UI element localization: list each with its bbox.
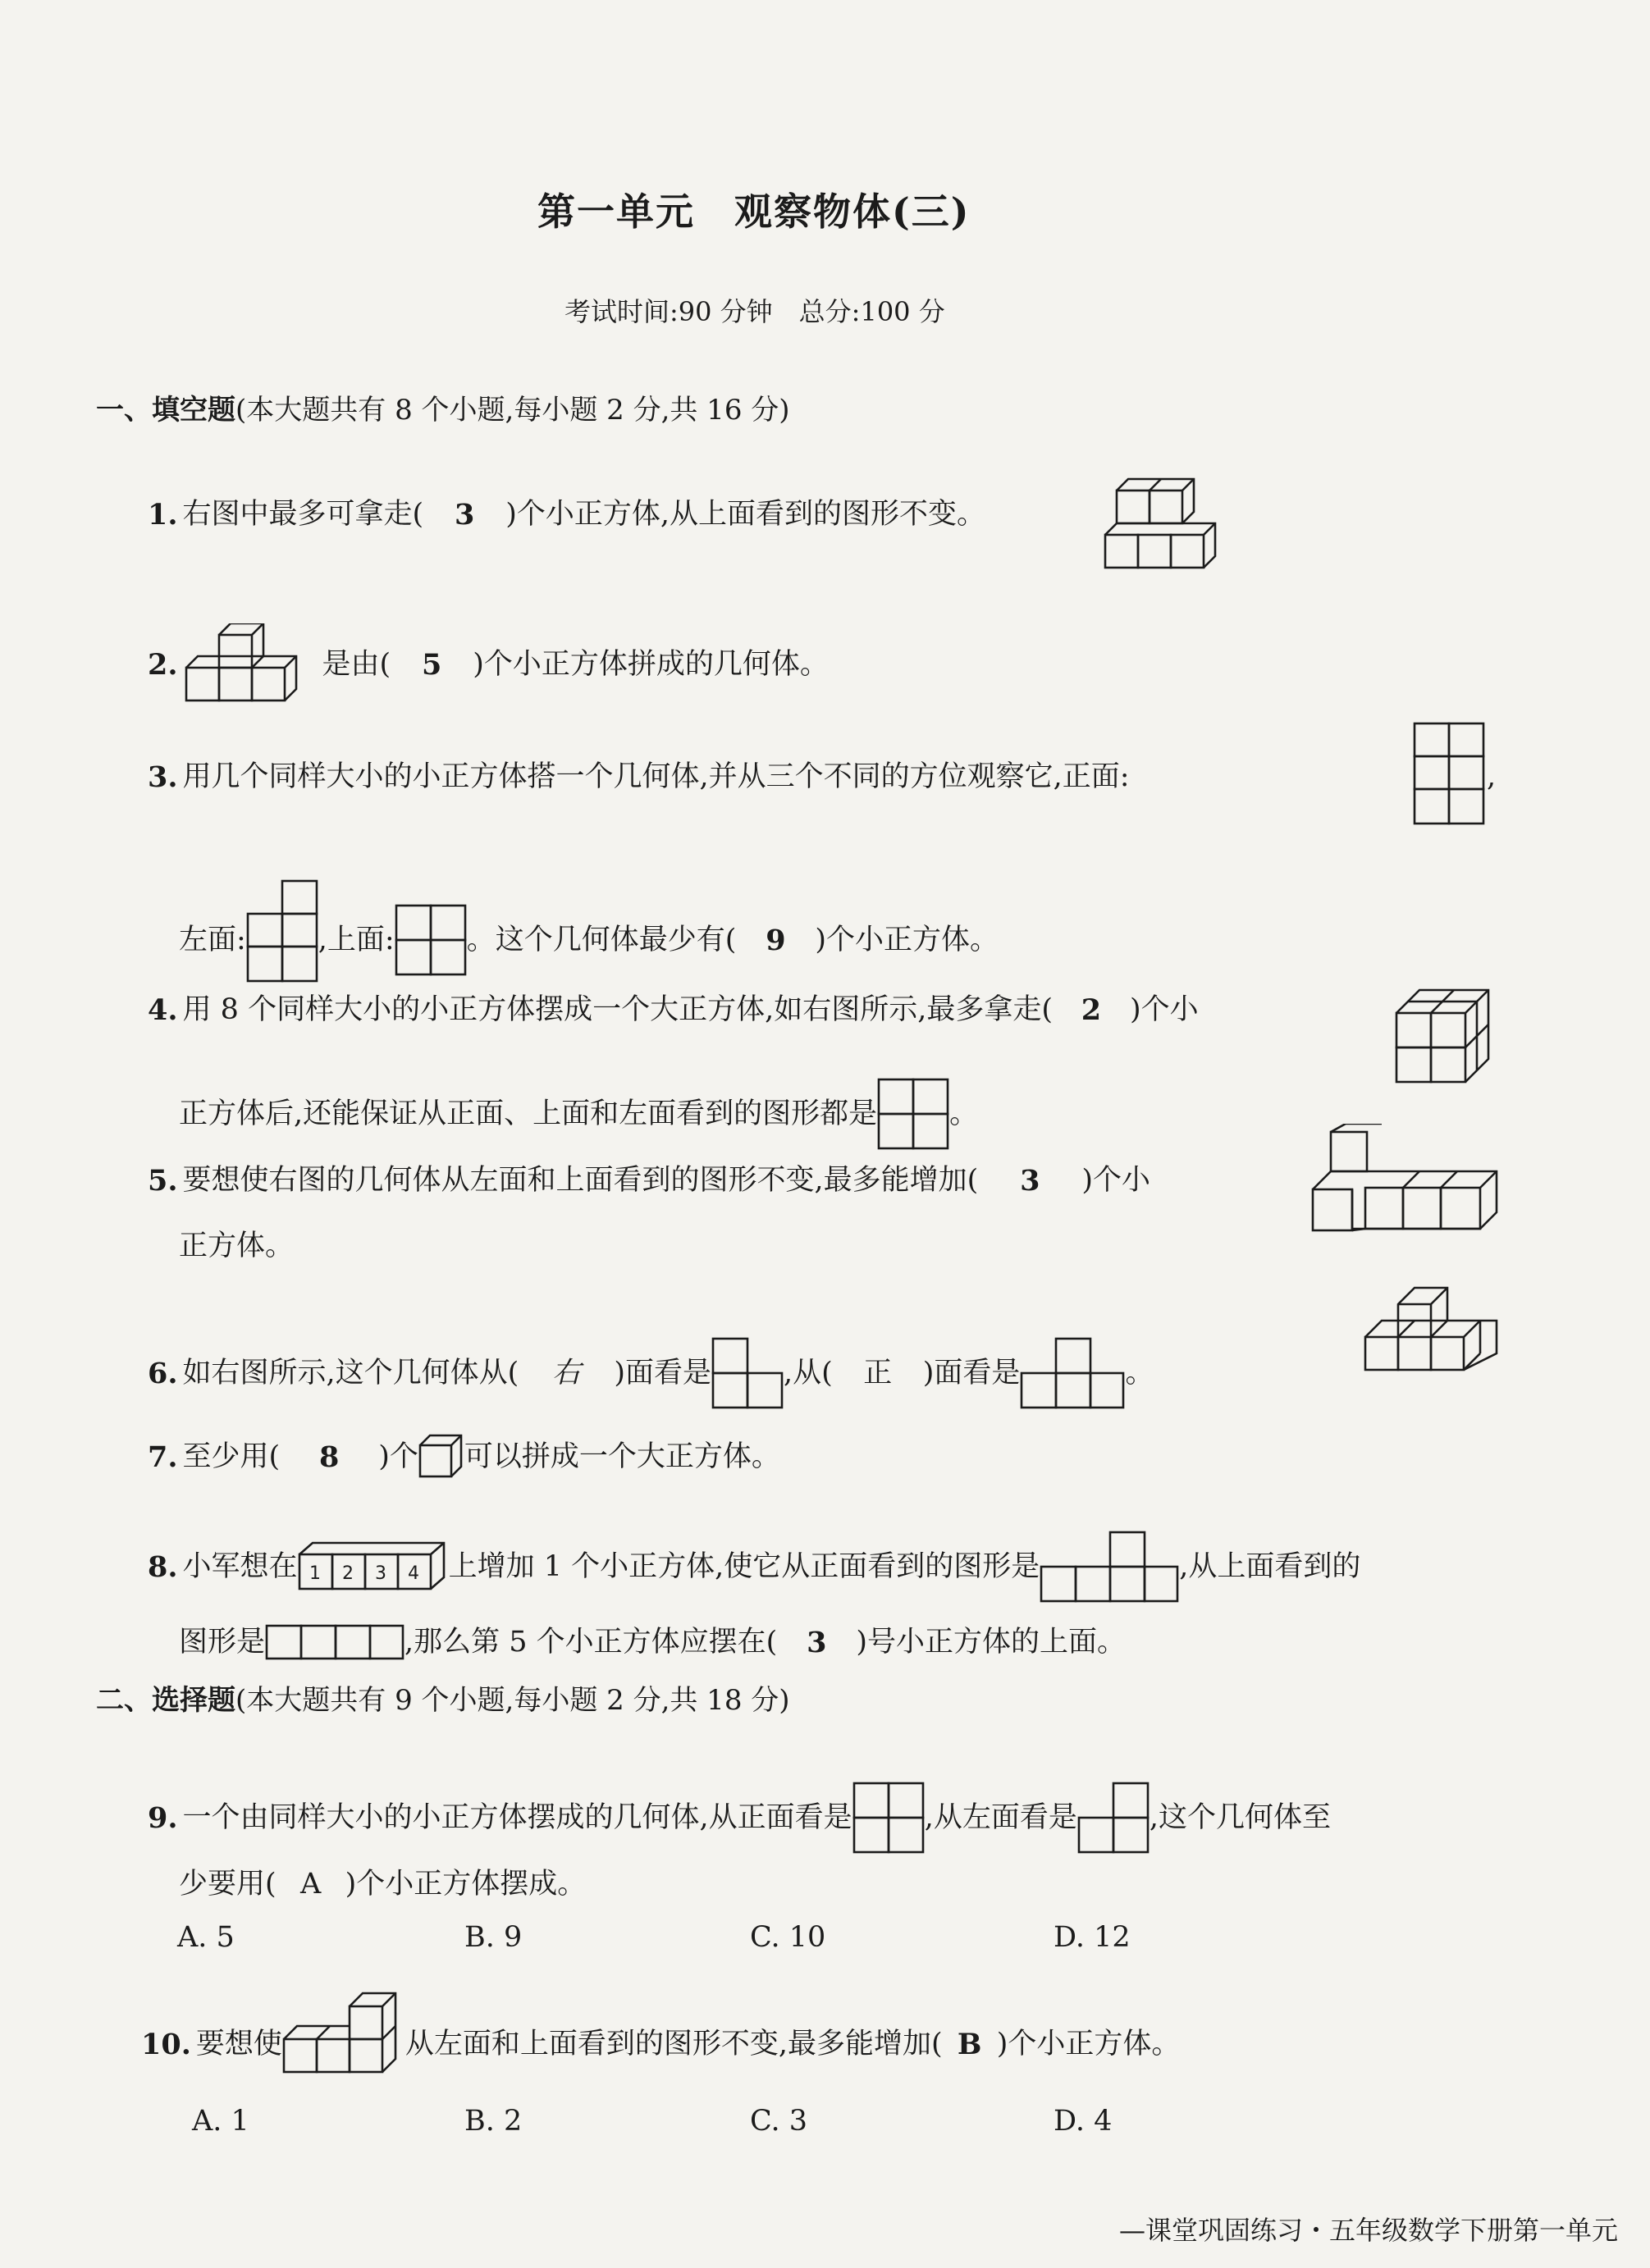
q3-comma xyxy=(1487,760,1497,793)
q4-text-b: )个小 xyxy=(1129,993,1199,1026)
q3-front-view xyxy=(1413,722,1485,827)
q5-text-a: 要想使右图的几何体从左面和上面看到的图形不变,最多能增加( xyxy=(182,1164,979,1197)
q9-text-d: 少要用( xyxy=(179,1868,277,1901)
q9-text-a: 一个由同样大小的小正方体摆成的几何体,从正面看是 xyxy=(182,1800,852,1834)
q4-cube-figure xyxy=(1395,988,1501,1087)
q7-answer: 8 xyxy=(319,1440,340,1474)
q1-answer: 3 xyxy=(455,498,475,532)
q6-text-a: 如右图所示,这个几何体从( xyxy=(182,1356,519,1390)
q10-text-c: )个小正方体。 xyxy=(996,2027,1181,2060)
page-title: 第一单元 观察物体(三) xyxy=(537,189,971,234)
q5-number: 5. xyxy=(148,1164,178,1198)
question-9 xyxy=(148,1782,1331,1854)
q8-label-3: 3 xyxy=(374,1563,386,1584)
q9-answer: A xyxy=(300,1868,322,1901)
q3-left-view xyxy=(246,879,318,984)
q9-option-b: B. 9 xyxy=(464,1921,523,1954)
q2-number: 2. xyxy=(148,647,178,682)
q4-answer: 2 xyxy=(1081,993,1102,1027)
question-6 xyxy=(148,1337,1154,1409)
q10-text-a: 要想使 xyxy=(195,2027,282,2060)
q9-option-d: D. 12 xyxy=(1054,1921,1131,1954)
q3-answer: 9 xyxy=(766,923,786,957)
q2-cube-figure xyxy=(183,623,322,705)
q9-option-a: A. 5 xyxy=(177,1921,235,1954)
q6-text-b: )面看是 xyxy=(614,1356,711,1390)
section-2-label: 二、选择题 xyxy=(96,1684,235,1717)
question-10 xyxy=(141,2013,1180,2075)
q8-text-a: 小军想在 xyxy=(182,1549,298,1583)
q8-row-figure xyxy=(298,1541,449,1592)
q10-answer: B xyxy=(957,2027,982,2061)
q10-cube-figure xyxy=(282,1988,405,2075)
q4-number: 4. xyxy=(148,993,178,1027)
q1-text-b: )个小正方体,从上面看到的图形不变。 xyxy=(505,498,985,531)
q3-text-b: , xyxy=(1487,760,1497,793)
q2-text-a: 是由( xyxy=(322,647,391,681)
q6-text-d: )面看是 xyxy=(922,1356,1021,1390)
question-5-line-2 xyxy=(179,1232,294,1261)
q3-text-c: 左面: xyxy=(179,923,246,956)
q9-front-view xyxy=(852,1782,925,1854)
q7-text-c: 可以拼成一个大正方体。 xyxy=(464,1440,780,1473)
q9-option-c: C. 10 xyxy=(750,1921,826,1954)
q10-text-b: 从左面和上面看到的图形不变,最多能增加( xyxy=(405,2027,943,2060)
q3-text-e: 。这个几何体最少有( xyxy=(466,923,737,956)
q9-left-view xyxy=(1077,1782,1150,1854)
q6-front-view xyxy=(1020,1337,1125,1409)
q8-number: 8. xyxy=(148,1549,178,1584)
q8-text-f: )号小正方体的上面。 xyxy=(856,1625,1126,1659)
q6-text-e: 。 xyxy=(1125,1356,1154,1390)
q9-text-b: ,从左面看是 xyxy=(924,1800,1077,1834)
question-1 xyxy=(148,498,985,532)
q6-cube-figure xyxy=(1364,1286,1503,1375)
q7-text-a: 至少用( xyxy=(182,1440,281,1473)
question-3-line-2 xyxy=(179,896,999,984)
q1-text-a: 右图中最多可拿走( xyxy=(182,498,424,531)
section-1-desc: (本大题共有 8 个小题,每小题 2 分,共 16 分) xyxy=(235,394,790,427)
section-2-desc: (本大题共有 9 个小题,每小题 2 分,共 18 分) xyxy=(235,1684,790,1717)
q3-text-f: )个小正方体。 xyxy=(815,923,999,956)
q10-option-d: D. 4 xyxy=(1054,2105,1113,2138)
q8-label-1: 1 xyxy=(309,1563,321,1584)
q6-answer-1: 右 xyxy=(551,1356,581,1390)
q8-answer: 3 xyxy=(807,1625,827,1659)
q4-text-d: 。 xyxy=(949,1097,979,1130)
q9-number: 9. xyxy=(148,1800,178,1835)
q7-small-cube-icon xyxy=(418,1434,464,1480)
q5-cube-figure xyxy=(1311,1124,1501,1234)
q6-answer-2: 正 xyxy=(863,1356,893,1390)
q5-answer: 3 xyxy=(1020,1164,1040,1198)
q2-answer: 5 xyxy=(422,647,442,682)
question-3 xyxy=(148,760,1130,794)
section-1-label: 一、填空题 xyxy=(96,394,235,427)
question-8-line-2 xyxy=(179,1624,1126,1660)
q8-text-b: 上增加 1 个小正方体,使它从正面看到的图形是 xyxy=(448,1549,1040,1583)
section-1-heading xyxy=(96,387,790,427)
q8-text-d: 图形是 xyxy=(179,1625,266,1659)
q1-cube-figure xyxy=(1104,453,1243,580)
question-5 xyxy=(148,1164,1150,1198)
question-7 xyxy=(148,1434,780,1480)
q8-label-2: 2 xyxy=(341,1563,354,1584)
q8-front-view xyxy=(1040,1531,1179,1603)
q8-top-view xyxy=(265,1624,405,1660)
q10-option-c: C. 3 xyxy=(750,2105,808,2138)
q10-option-a: A. 1 xyxy=(192,2105,249,2138)
question-4 xyxy=(148,993,1199,1027)
q2-text-b: )个小正方体拼成的几何体。 xyxy=(473,647,829,681)
q7-number: 7. xyxy=(148,1440,178,1474)
q1-number: 1. xyxy=(148,498,178,532)
q8-text-e: ,那么第 5 个小正方体应摆在( xyxy=(405,1625,778,1659)
q4-text-c: 正方体后,还能保证从正面、上面和左面看到的图形都是 xyxy=(179,1097,878,1130)
q10-number: 10. xyxy=(141,2027,191,2061)
q4-view-figure xyxy=(877,1078,949,1150)
question-9-line-2 xyxy=(179,1870,586,1899)
q3-top-view xyxy=(395,904,467,976)
q5-text-b: )个小 xyxy=(1081,1164,1150,1197)
q4-text-a: 用 8 个同样大小的小正方体摆成一个大正方体,如右图所示,最多拿走( xyxy=(182,993,1053,1026)
q7-text-b: )个 xyxy=(378,1440,418,1473)
question-4-line-2 xyxy=(179,1078,978,1150)
question-8 xyxy=(148,1531,1360,1603)
q3-text-a: 用几个同样大小的小正方体搭一个几何体,并从三个不同的方位观察它,正面: xyxy=(182,760,1130,793)
q6-right-view xyxy=(711,1337,784,1409)
q8-label-4: 4 xyxy=(407,1563,419,1584)
q3-number: 3. xyxy=(148,760,178,794)
q9-text-c: ,这个几何体至 xyxy=(1149,1800,1331,1834)
q9-text-e: )个小正方体摆成。 xyxy=(345,1868,587,1901)
page-footer: —课堂巩固练习・五年级数学下册第一单元 xyxy=(1119,2215,1619,2246)
exam-meta: 考试时间:90 分钟 总分:100 分 xyxy=(564,296,945,327)
q6-text-c: ,从( xyxy=(784,1356,833,1390)
q5-text-c: 正方体。 xyxy=(179,1230,295,1262)
question-2 xyxy=(148,623,829,705)
section-2-heading xyxy=(96,1677,790,1718)
q3-text-d: ,上面: xyxy=(318,923,395,956)
q10-option-b: B. 2 xyxy=(464,2105,523,2138)
q6-number: 6. xyxy=(148,1356,178,1390)
q8-text-c: ,从上面看到的 xyxy=(1179,1549,1361,1583)
